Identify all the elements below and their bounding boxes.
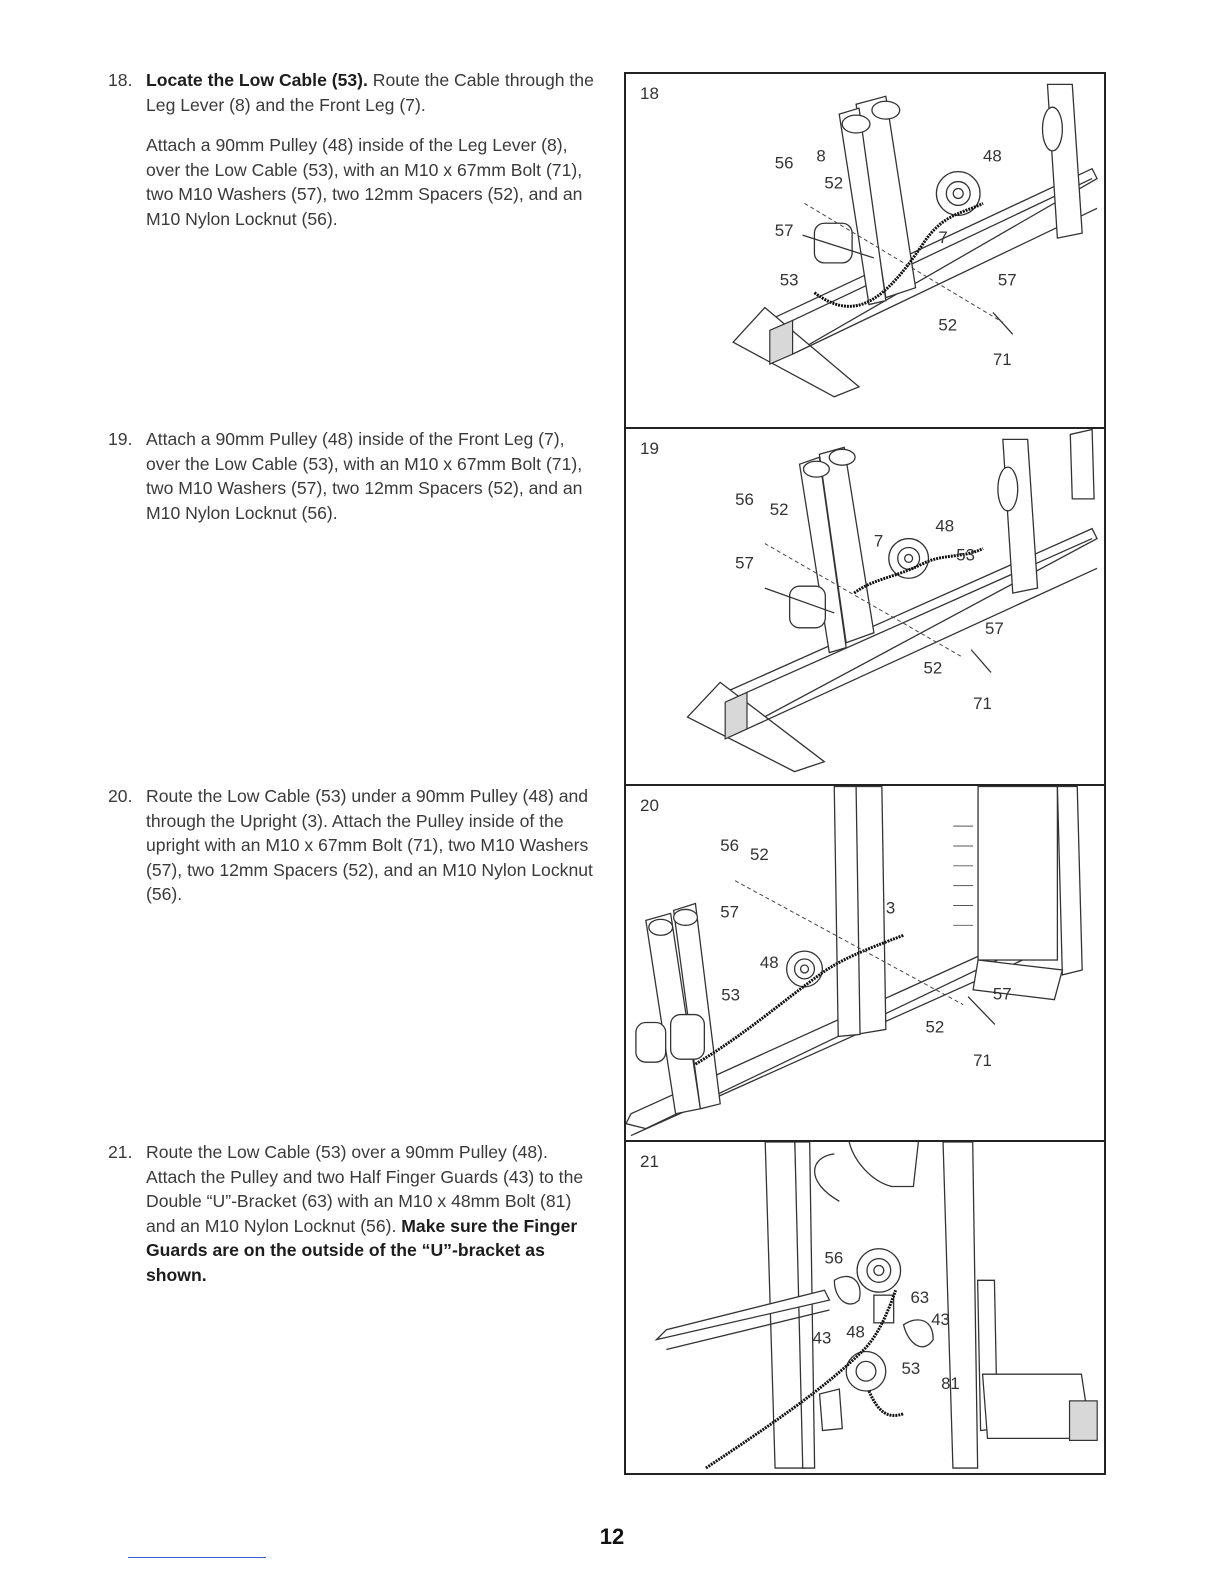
step-18-lead: Locate the Low Cable (53). bbox=[146, 70, 368, 90]
callout: 48 bbox=[983, 146, 1002, 166]
step-18-paragraph-1 bbox=[146, 68, 600, 117]
callout: 57 bbox=[992, 984, 1012, 1004]
callout: 56 bbox=[774, 153, 794, 173]
finger-guard-left bbox=[834, 1276, 860, 1304]
callout: 48 bbox=[759, 952, 779, 972]
callout: 8 bbox=[816, 146, 826, 166]
cable-housing bbox=[849, 1142, 918, 1186]
step-20 bbox=[108, 784, 600, 923]
callout: 52 bbox=[824, 173, 844, 193]
step-number: 18. bbox=[108, 70, 133, 90]
callout: 71 bbox=[973, 1051, 992, 1071]
callout: 56 bbox=[720, 835, 739, 855]
figure-19-drawing bbox=[626, 429, 1104, 784]
callout: 52 bbox=[769, 499, 789, 519]
callout: 56 bbox=[735, 489, 754, 509]
callout: 48 bbox=[935, 516, 955, 536]
callout: 57 bbox=[720, 902, 739, 922]
figure-number: 21 bbox=[640, 1152, 659, 1171]
step-18-paragraph-2: Attach a 90mm Pulley (48) inside of the Leg Lever (8), over the Low Cable (53), with an M10 x 67mm Bolt (71), two M10 Washers (57), two 12mm Spacers (52), and an M10 Nylon Locknut (56). bbox=[146, 135, 583, 229]
callout: 52 bbox=[925, 1017, 945, 1037]
step-20-paragraph: Route the Low Cable (53) under a 90mm Pulley (48) and through the Upright (3). Attach the Pulley inside of the upright with an M10 x 67mm Bolt (71), two M10 Washers (57), two 12mm Spacers (52), and an M10 Nylon Locknut (56). bbox=[146, 786, 593, 904]
figure-20 bbox=[624, 784, 1106, 1140]
figure-18-drawing bbox=[626, 74, 1104, 427]
step-21-paragraph bbox=[146, 1140, 600, 1287]
figure-18 bbox=[624, 72, 1106, 427]
figure-21-drawing bbox=[626, 1142, 1104, 1473]
page-number: 12 bbox=[599, 1524, 625, 1549]
upright-right bbox=[943, 1142, 978, 1468]
callout: 43 bbox=[812, 1328, 832, 1348]
callout: 57 bbox=[997, 270, 1017, 290]
step-19-paragraph: Attach a 90mm Pulley (48) inside of the Front Leg (7), over the Low Cable (53), with an M10 x 67mm Bolt (71), two M10 Washers (57), two 12mm Spacers (52), and an M10 Nylon Locknut (56). bbox=[146, 429, 583, 523]
callout: 7 bbox=[938, 228, 948, 248]
callout: 3 bbox=[885, 898, 896, 918]
weight-stack bbox=[978, 786, 1057, 960]
step-number: 19. bbox=[108, 429, 133, 449]
figure-20-drawing bbox=[626, 786, 1104, 1140]
step-18-lead-text: Route the Cable through the Leg Lever (8) and the Front Leg (7). bbox=[146, 70, 594, 115]
step-21 bbox=[108, 1140, 600, 1303]
figure-21 bbox=[624, 1140, 1106, 1475]
figure-19 bbox=[624, 427, 1106, 784]
callout: 52 bbox=[923, 658, 943, 678]
figure-number: 19 bbox=[640, 439, 659, 458]
callout: 81 bbox=[941, 1374, 960, 1394]
footer-rule bbox=[128, 1557, 266, 1558]
step-number: 20. bbox=[108, 786, 133, 806]
step-18 bbox=[108, 68, 600, 247]
callout: 7 bbox=[873, 531, 884, 551]
callout: 52 bbox=[749, 844, 769, 864]
callout: 56 bbox=[824, 1248, 844, 1268]
callout: 53 bbox=[901, 1359, 921, 1379]
step-21-warning: Make sure the Finger Guards are on the outside of the “U”-bracket as shown. bbox=[146, 1215, 578, 1285]
step-number: 21. bbox=[108, 1142, 133, 1162]
callout: 63 bbox=[910, 1288, 930, 1308]
callout: 57 bbox=[774, 221, 794, 241]
callout: 43 bbox=[931, 1309, 950, 1329]
callout: 53 bbox=[721, 985, 740, 1005]
callout: 52 bbox=[938, 315, 958, 335]
step-19 bbox=[108, 427, 600, 541]
step-21-text: Route the Low Cable (53) over a 90mm Pulley (48). Attach the Pulley and two Half Finger Guards (43) to the Double “U”-Bracket (63) with an M10 x 48mm Bolt (81) and an M10 Nylon Locknut (56). bbox=[146, 1142, 584, 1236]
callout: 71 bbox=[992, 350, 1012, 370]
callout: 71 bbox=[973, 694, 992, 714]
callout: 48 bbox=[846, 1322, 865, 1342]
roller-pad bbox=[790, 586, 826, 628]
figure-number: 20 bbox=[640, 796, 659, 815]
roller-pad bbox=[814, 223, 852, 263]
finger-guard-right bbox=[904, 1320, 934, 1347]
figure-number: 18 bbox=[640, 84, 659, 103]
callout: 57 bbox=[735, 553, 754, 573]
callout: 53 bbox=[779, 270, 799, 290]
callout: 57 bbox=[984, 618, 1004, 638]
callout: 53 bbox=[956, 545, 975, 565]
